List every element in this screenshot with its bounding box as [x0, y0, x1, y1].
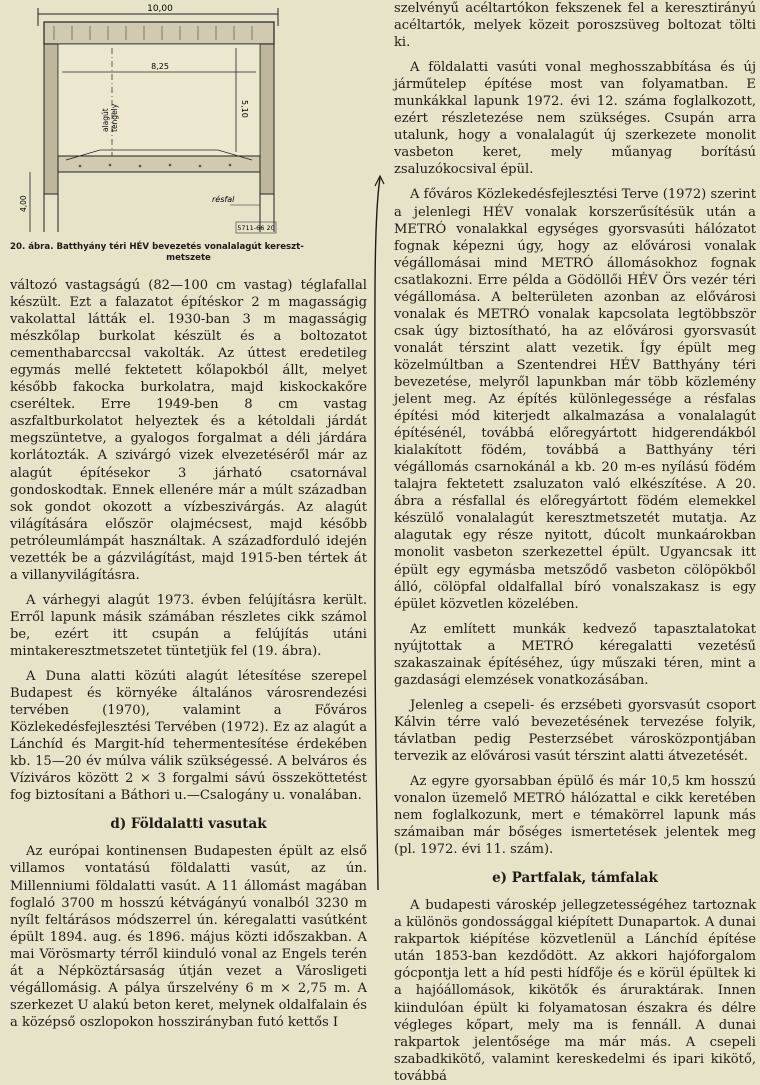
dim-width: 10,00 [147, 4, 173, 14]
margin-pencil-mark [366, 170, 388, 930]
left-paragraph-1: változó vastagságú (82—100 cm vastag) téglafallal készült. Ezt a falazatot építéskor 2 m magasságig vakolattal látták el. 1930-ban 3 m magasságig mészkőlap burkolat készült és a boltozatot cementhabarccsal vakolták. Az úttest eredetileg egymás mellé fektetett kőlapokból állt, melyet később fakocka burkolatra, majd kiskockakőre cseréltek. Erre 1949-ben 8 cm vastag aszfaltburkolatot helyeztek és a kétoldali járdát megszüntetve, a gyalogos forgalmat a déli járdára korlátozták. A szivárgó vizek elvezetéséről már az alagút építésekor 3 járható csatornával gondoskodtak. Ennek ellenére már a múlt században sok gondot okozott a vízbeszivárgás. Az alagút világítására először olajmécsest, majd később petróleumlámpát használtak. A századforduló idején vezették be a gázvilágítást, majd 1915-ben tértek át a villanyvilágításra. [10, 278, 367, 583]
dim-inner: 8,25 [151, 62, 169, 71]
figure-caption [10, 242, 367, 264]
figure-stamp: 5711-66 20 [237, 224, 275, 232]
section-heading-e: e) Partfalak, támfalak [492, 870, 658, 887]
right-paragraph-5: Jelenleg a csepeli- és erzsébeti gyorsvasút csoport Kálvin térre való bevezetésének tervezése folyik, távlatban pedig Pesterzsébet városközpontjában tervezik az elővárosi vasút térszint alatti átvezetését. [394, 697, 756, 764]
right-paragraph-1: szelvényű acéltartókon fekszenek fel a keresztirányú acéltartók, melyek közeit poroszsüveg boltozat tölti ki. [394, 1, 756, 51]
right-paragraph-7: A budapesti városkép jellegzetességéhez tartoznak a különös gondossággal kiépített Dunapartok. A dunai rakpartok kiépítése közvetlenül a Lánchíd építése után 1853-ban kezdődött. Az akkori hajóforgalom gócpontja lett a híd pesti hídfője és e körül épültek ki a hajóállomások, kikötők és áruraktárak. Innen kiindulóan épült ki folyamatosan északra és délre végleges kőpart, mely ma is fennáll. A dunai rakpartok jelentősége ma már más. A csepeli szabadkikötő, valamint kereskedelmi és ipari kikötő, továbbá [394, 898, 756, 1084]
right-paragraph-3: A főváros Közlekedésfejlesztési Terve (1972) szerint a jelenlegi HÉV vonalak korszerűsítésük után a METRÓ vonalakkal egységes gyorsvasúti hálózatot fognak képezni úgy, hogy az elővárosi vonalak végállomásai mind METRÓ állomásokhoz fognak csatlakozni. Erre példa a Gödöllői HÉV Örs vezér téri végállomása. A belterületen azonban az elővárosi vonalak és METRÓ vonalak kapcsolata legtöbbször csak úgy biztosítható, ha az elővárosi gyorsvasút vonalát térszint alatt vezetik. Így épült meg közelmúltban a Szentendrei HÉV Batthyány téri bevezetése, melyről lapunkban már több közlemény jelent meg. Az építés különlegessége a résfalas építési mód kiterjedt alkalmazása a vonalalagút építésénél, továbbá előregyártott hidgerendákból kialakított födém, továbbá a Batthyány téri végállomás csarnokánál a kb. 20 m-es nyílású födém talajra fektetett zsaluzaton való elkészítése. A 20. ábra a résfallal és előregyártott födém elemekkel készülő vonalalagút keresztmetszetét mutatja. Az alagutak egy része nyitott, dúcolt munkaárokban monolit vasbeton szerkezettel épült. Ugyancsak itt épült egy egymásba metsződő vasbeton cölöpökből álló, cölöpfal oldalfallal bíró vonalszakasz is egy épület közvetlen közelében. [394, 187, 756, 612]
label-tunnel-1: alagút [101, 108, 110, 132]
right-paragraph-2: A földalatti vasúti vonal meghosszabbítása és új járműtelep építése most van folyamatban. E munkákkal lapunk 1972. évi 12. száma foglalkozott, ezért részletezése nem szükséges. Csupán arra utalunk, hogy a vonalalagút új szerkezete monolit vasbeton keret, mely műanyag borítású zsaluzókocsival épül. [394, 60, 756, 178]
section-heading-d: d) Földalatti vasutak [110, 816, 267, 833]
label-tunnel-2: tengely [110, 103, 119, 132]
left-paragraph-4: Az európai kontinensen Budapesten épült az első villamos vontatású földalatti vasút, az ún. Millenniumi földalatti vasút. A 11 állomást magában foglaló 3700 m hosszú kétvágányú vonalból 3230 m nyílt feltárásos módszerrel ún. kéregalatti vasútként épült 1894. aug. és 1896. május közti időszakban. A mai Vörösmarty térről kiinduló vonal az Engels terén át a Népköztársaság útján vezet a Városligeti végállomásig. A pálya űrszelvény 6 m × 2,75 m. A szerkezet U alakú beton keret, melynek oldalfalain és a középső oszlopokon hosszirányban futó kettős I [10, 844, 367, 1030]
left-paragraph-2: A várhegyi alagút 1973. évben felújításra került. Erről lapunk másik számában részletes cikk számol be, ezért itt csupán a felújítás utáni mintakeresztmetszetet tüntetjük fel (19. ábra). [10, 592, 367, 659]
left-column [10, 0, 367, 1031]
figure-20 [10, 0, 367, 240]
figure-caption-line2: metszete [166, 253, 211, 263]
cross-section-drawing [10, 0, 367, 240]
right-paragraph-6: Az egyre gyorsabban épülő és már 10,5 km hosszú vonalon üzemelő METRÓ hálózattal e cikk keretében nem foglalkozunk, mert e témakörrel lapunk más számaiban már bőséges ismertetések jelentek meg (pl. 1972. évi 11. szám). [394, 774, 756, 858]
dim-height: 5,10 [240, 100, 249, 118]
right-column [394, 0, 756, 1085]
left-paragraph-3: A Duna alatti közúti alagút létesítése szerepel Budapest és környéke általános városrendezési tervében (1970), valamint a Főváros Közlekedésfejlesztési Tervében (1972). Ez az alagút a Lánchíd és Margit-híd tehermentesítése érdekében kb. 15—20 év múlva válik szükségessé. A belváros és Víziváros között 2 × 3 forgalmi sávú összeköttetést fog biztosítani a Báthori u.—Csalogány u. vonalában. [10, 669, 367, 804]
figure-caption-line1: 20. ábra. Batthyány téri HÉV bevezetés vonalalagút kereszt- [10, 242, 304, 252]
dim-side: 4,00 [19, 195, 28, 212]
right-paragraph-4: Az említett munkák kedvező tapasztalatokat nyújtottak a METRÓ kéregalatti vezetésű szakaszainak építéséhez, úgy műszaki téren, mint a gazdasági elemzések vonatkozásában. [394, 621, 756, 688]
label-wall: résfal [212, 195, 235, 204]
